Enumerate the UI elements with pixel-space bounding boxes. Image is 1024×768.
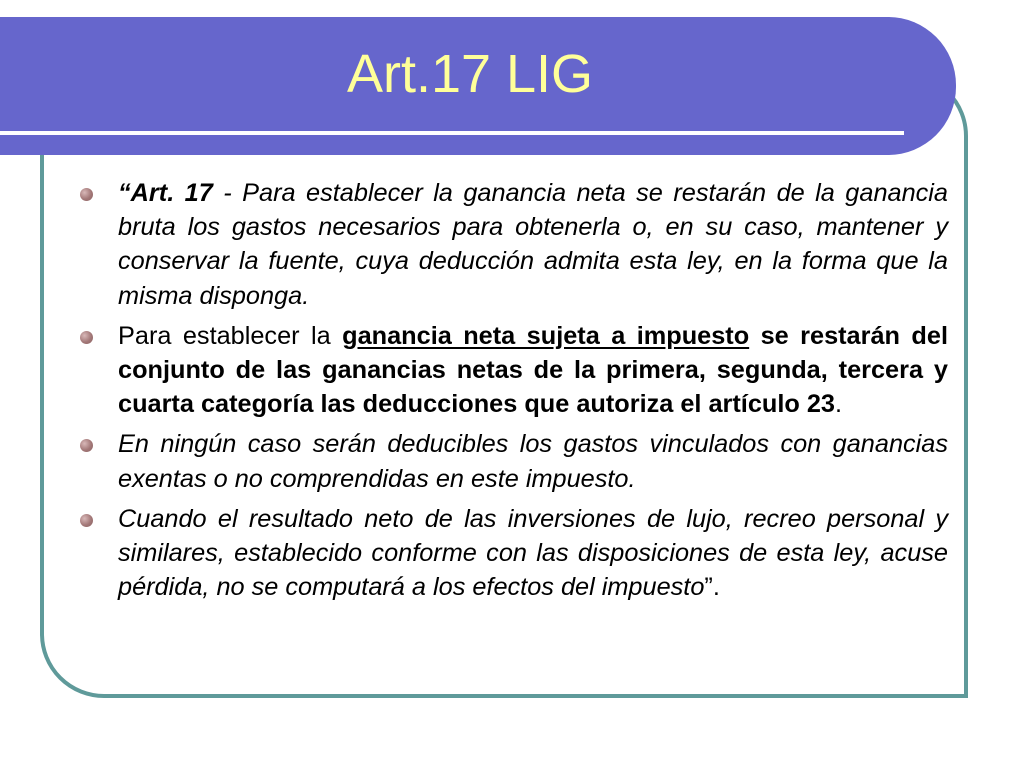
bullet-icon — [80, 514, 93, 527]
article-lead: Art. 17 — [130, 179, 213, 207]
bullet-icon — [80, 188, 93, 201]
bullet-item-3 — [78, 427, 948, 495]
bullet-icon — [80, 331, 93, 344]
bullet-text: Cuando el resultado neto de las inversiones de lujo, recreo personal y similares, establecido conforme con las disposiciones de esta ley, acuse pérdida, no se computará a los efectos del impuesto — [118, 504, 948, 602]
bullet-item-2 — [78, 319, 948, 422]
underlined-term: ganancia neta sujeta a impuesto — [342, 321, 750, 350]
bullet-list — [78, 176, 948, 610]
bullet-item-1 — [78, 176, 948, 313]
bullet-prefix: Para establecer la — [118, 321, 343, 350]
bullet-item-4 — [78, 502, 948, 605]
close-quote: ”. — [704, 573, 720, 602]
bullet-icon — [80, 439, 93, 452]
bullet-text: En ningún caso serán deducibles los gastos vinculados con ganancias exentas o no comprendidas en este impuesto. — [118, 430, 948, 493]
bullet-text: - Para establecer la ganancia neta se restarán de la ganancia bruta los gastos necesarios para obtenerla o, en su caso, mantener y conservar la fuente, cuya deducción admita esta ley, en la forma que la misma disponga. — [118, 179, 948, 310]
bullet-suffix: . — [835, 390, 843, 419]
title-divider — [0, 131, 904, 135]
slide-title: Art.17 LIG — [346, 44, 594, 104]
bold-text: se restarán del conjunto de las ganancias netas de la primera, segunda, tercera y cuarta categoría las deducciones que autoriza el artículo 23 — [118, 321, 948, 419]
open-quote: “ — [118, 179, 131, 207]
